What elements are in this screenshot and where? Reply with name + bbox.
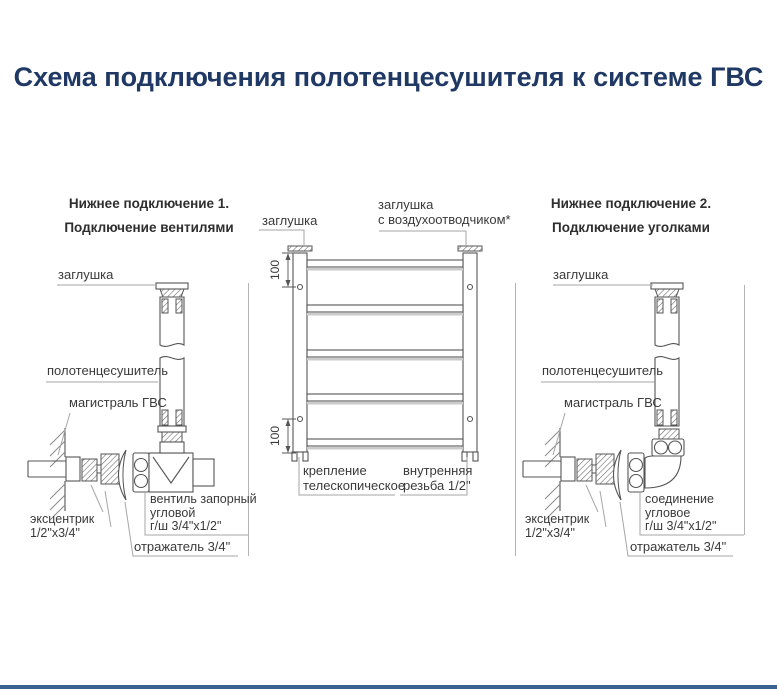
footer-accent-bar: [0, 685, 777, 689]
dimension-bottom-value: 100: [268, 425, 282, 447]
section-heading-left-line1: Нижнее подключение 1.: [68, 196, 230, 211]
middle-mount-label-line1: крепление: [303, 463, 367, 478]
right-corner-label-line1: соединение: [645, 492, 714, 506]
dimension-top-value: 100: [268, 259, 282, 281]
middle-towel-rail-diagram: [259, 230, 482, 495]
right-corner-label-line3: г/ш 3/4"x1/2": [645, 519, 717, 533]
middle-mount-label-line2: телескопическое: [303, 478, 406, 493]
right-eccentric-label-line1: эксцентрик: [525, 512, 590, 526]
towel-rail-rungs: [307, 260, 463, 450]
middle-air-vent-label-line2: с воздухоотводчиком*: [378, 212, 511, 227]
left-eccentric-label: [30, 513, 94, 540]
left-wall-assembly: [28, 428, 126, 520]
dimension-bottom: [268, 419, 296, 453]
right-corner-label: [645, 493, 716, 534]
section-heading-right-line1: Нижнее подключение 2.: [550, 196, 712, 211]
right-towel-rail-label: полотенцесушитель: [542, 363, 664, 378]
right-eccentric-label-line2: 1/2"x3/4": [525, 525, 575, 540]
right-corner-union: [628, 429, 684, 492]
middle-thread-label-line2: резьба 1/2": [403, 478, 471, 493]
middle-cap-label: заглушка: [262, 213, 318, 228]
left-towel-rail-label: полотенцесушитель: [47, 363, 169, 378]
page-title: Схема подключения полотенцесушителя к системе ГВС: [13, 62, 764, 92]
right-reflector-label: отражатель 3/4": [630, 539, 727, 554]
left-valve-label-line3: г/ш 3/4"x1/2": [150, 519, 222, 533]
right-corner-label-line2: угловое: [645, 505, 691, 520]
middle-thread-label-line1: внутренняя: [403, 463, 473, 478]
left-eccentric-label-line1: эксцентрик: [30, 512, 95, 526]
middle-thread-label: [403, 463, 472, 493]
section-heading-right-line2: Подключение уголками: [552, 220, 710, 235]
dimension-top: [268, 253, 296, 287]
left-valve-label: [150, 493, 257, 534]
middle-air-vent-label: [378, 197, 511, 227]
section-heading-left-line2: Подключение вентилями: [64, 220, 234, 235]
left-valve-label-line1: вентиль запорный: [150, 492, 257, 506]
left-angle-valve: [133, 426, 214, 492]
left-main-line-label: магистраль ГВС: [69, 395, 167, 410]
left-eccentric-label-line2: 1/2"x3/4": [30, 525, 80, 540]
left-reflector-label: отражатель 3/4": [134, 539, 231, 554]
left-valve-label-line2: угловой: [150, 505, 196, 520]
right-main-line-label: магистраль ГВС: [564, 395, 662, 410]
right-wall-assembly: [523, 428, 621, 520]
right-cap-label: заглушка: [553, 267, 609, 282]
middle-mount-label: [303, 463, 405, 493]
middle-air-vent-label-line1: заглушка: [378, 197, 434, 212]
right-eccentric-label: [525, 513, 589, 540]
left-cap-label: заглушка: [58, 267, 114, 282]
